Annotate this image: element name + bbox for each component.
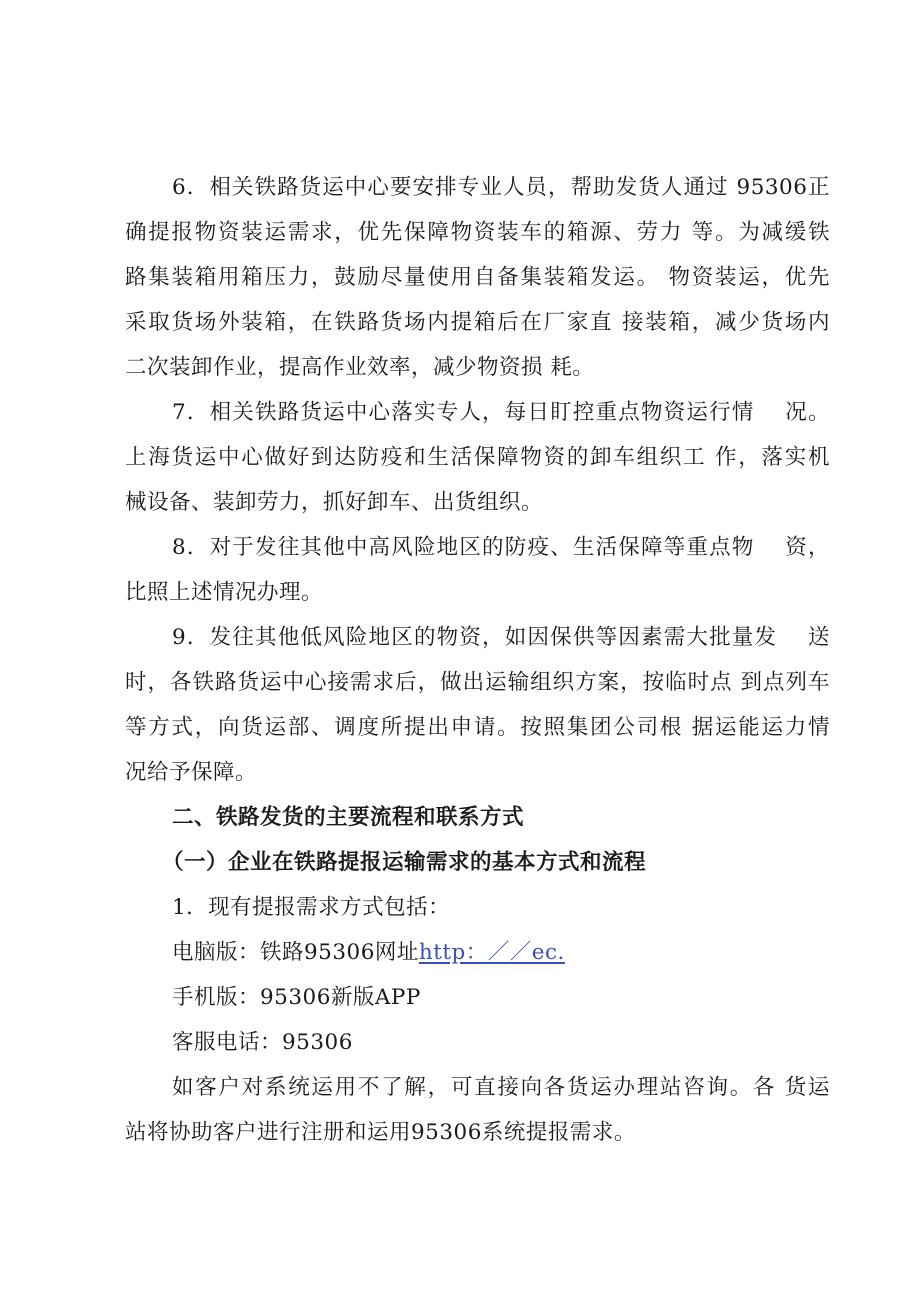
item-9-line-4: 况给予保障。 xyxy=(125,760,258,785)
item-7-line-3: 械设备、装卸劳力，抓好卸车、出货组织。 xyxy=(125,490,544,515)
item-8-line-1: 8．对于发往其他中高风险地区的防疫、生活保障等重点物 资， xyxy=(172,535,830,560)
pc-version-line xyxy=(172,938,830,968)
item-6-line-4: 采取货场外装箱，在铁路货场内提箱后在厂家直 接装箱，减少货场内 xyxy=(125,310,830,335)
pc-version-url-link[interactable]: http：／／ec. xyxy=(418,940,565,965)
item-6-line-3: 路集装箱用箱压力，鼓励尽量使用自备集装箱发运。 物资装运，优先 xyxy=(125,265,830,290)
list-intro: 1．现有提报需求方式包括： xyxy=(172,895,451,920)
item-7-line-1: 7．相关铁路货运中心落实专人，每日盯控重点物资运行情 况。 xyxy=(172,400,830,425)
closing-line-2: 站将协助客户进行注册和运用95306系统提报需求。 xyxy=(125,1120,636,1145)
subsection-1-heading: （一）企业在铁路提报运输需求的基本方式和流程 xyxy=(162,850,647,875)
closing-line-1: 如客户对系统运用不了解，可直接向各货运办理站咨询。各 货运 xyxy=(172,1075,830,1100)
item-6-line-2: 确提报物资装运需求，优先保障物资装车的箱源、劳力 等。为减缓铁 xyxy=(125,220,830,245)
item-9-line-2: 时，各铁路货运中心接需求后，做出运输组织方案，按临时点 到点列车 xyxy=(125,670,830,695)
item-8-line-2: 比照上述情况办理。 xyxy=(125,580,324,605)
hotline-line: 客服电话：95306 xyxy=(172,1030,353,1055)
section-2-heading: 二、铁路发货的主要流程和联系方式 xyxy=(172,805,525,830)
item-6-line-1: 6．相关铁路货运中心要安排专业人员，帮助发货人通过 95306正 xyxy=(172,175,830,200)
pc-version-label: 电脑版：铁路95306网址 xyxy=(172,940,419,965)
item-9-line-1: 9．发往其他低风险地区的物资，如因保供等因素需大批量发 送 xyxy=(172,625,830,650)
item-9-line-3: 等方式，向货运部、调度所提出申请。按照集团公司根 据运能运力情 xyxy=(125,715,830,740)
mobile-version-line: 手机版：95306新版APP xyxy=(172,985,421,1010)
item-7-line-2: 上海货运中心做好到达防疫和生活保障物资的卸车组织工 作，落实机 xyxy=(125,445,830,470)
item-6-line-5: 二次装卸作业，提高作业效率，减少物资损 耗。 xyxy=(125,355,595,380)
